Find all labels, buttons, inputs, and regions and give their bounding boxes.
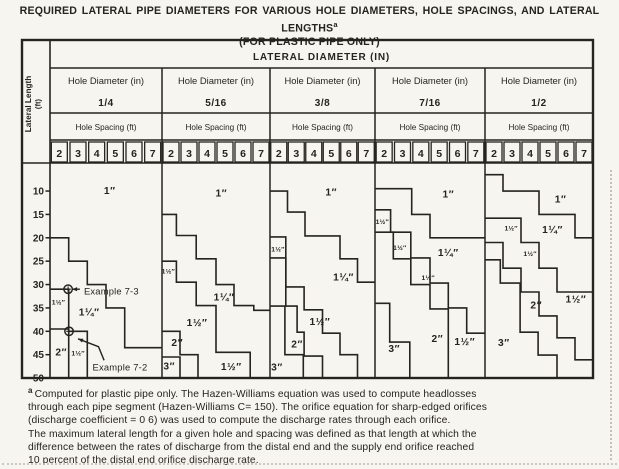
hole-diameter-label: Hole Diameter (in) xyxy=(500,75,578,86)
tick-label: 40 xyxy=(32,326,44,338)
pipe-size-label: 3″ xyxy=(271,362,283,374)
pipe-size-label: 1″ xyxy=(325,187,338,199)
hole-diameter-value: 1/2 xyxy=(531,98,547,109)
spacing-value: 4 xyxy=(527,148,533,160)
hole-spacing-label: Hole Spacing (ft) xyxy=(399,123,461,132)
hole-diameter-value: 1/4 xyxy=(98,98,114,109)
pipe-size-label: 1″ xyxy=(442,189,455,201)
example-label: Example 7-2 xyxy=(92,361,148,373)
scan-edge-artifact xyxy=(2,463,617,465)
hole-diameter-label: Hole Diameter (in) xyxy=(67,75,145,86)
table-outer-border xyxy=(22,40,593,378)
title-line-2: (FOR PLASTIC PIPE ONLY) xyxy=(239,35,380,48)
pipe-size-label: 1½″ xyxy=(161,268,175,276)
pipe-size-label: 1¼″ xyxy=(437,247,459,259)
boundary-line-1-2 xyxy=(485,175,593,238)
hole-diameter-label: Hole Diameter (in) xyxy=(177,75,255,86)
title-text: REQUIRED LATERAL PIPE DIAMETERS FOR VARIOUS HOLE DIAMETERS, HOLE SPACINGS, AND LATERAL LENGTHS xyxy=(19,5,600,35)
spacing-value: 4 xyxy=(93,148,100,160)
pipe-size-label: 2″ xyxy=(291,339,303,351)
axis-title-group xyxy=(24,76,43,132)
pipe-size-label: 2″ xyxy=(55,347,68,359)
pipe-size-label: 1½″ xyxy=(186,317,208,329)
hole-diameter-value: 5/16 xyxy=(205,98,227,109)
spacing-value: 6 xyxy=(454,148,461,160)
footnote-line: through each pipe segment (Hazen-Williams C= 150). The orifice equation for sharp-edged orifices xyxy=(28,402,487,414)
pipe-size-label: 3″ xyxy=(498,337,510,349)
pipe-size-label: 1½″ xyxy=(309,316,331,328)
pipe-size-label: 1¼″ xyxy=(542,224,563,236)
spacing-value: 6 xyxy=(563,148,569,160)
spacing-value: 2 xyxy=(381,148,388,160)
boundary-line-7-16 xyxy=(375,189,485,238)
pipe-size-label: 1½″ xyxy=(271,246,285,254)
spacing-value: 4 xyxy=(417,148,424,160)
pipe-size-label: 1½″ xyxy=(504,225,518,233)
table-header-label: LATERAL DIAMETER (IN) xyxy=(253,52,390,63)
spacing-value: 2 xyxy=(168,148,174,160)
example-label: Example 7-3 xyxy=(83,285,139,297)
tick-label: 30 xyxy=(32,280,44,292)
pipe-size-label: 2″ xyxy=(171,337,184,349)
spacing-value: 2 xyxy=(491,148,497,160)
tick-label: 50 xyxy=(32,373,44,385)
footnote-marker: a xyxy=(28,386,33,395)
boundary-line-1-2 xyxy=(485,218,593,292)
spacing-value: 6 xyxy=(131,148,137,160)
spacing-value: 7 xyxy=(363,148,370,160)
pipe-size-label: 1½″ xyxy=(565,294,587,306)
hole-diameter-label: Hole Diameter (in) xyxy=(391,75,469,86)
spacing-value: 6 xyxy=(345,148,352,160)
spacing-value: 3 xyxy=(75,148,81,160)
boundary-line-7-16 xyxy=(375,303,410,378)
pipe-size-label: 1¼″ xyxy=(78,307,100,319)
footnote-line: 10 percent of the distal end orifice discharge rate. xyxy=(28,455,259,467)
spacing-value: 4 xyxy=(310,148,317,160)
pipe-size-label: 1½″ xyxy=(375,218,389,226)
arrowhead-icon xyxy=(78,339,83,343)
hole-spacing-label: Hole Spacing (ft) xyxy=(508,123,570,132)
spacing-value: 3 xyxy=(293,148,300,160)
spacing-value: 5 xyxy=(222,148,228,160)
spacing-value: 4 xyxy=(204,148,210,160)
footnote-line: difference between the rates of discharge from the distal end and the supply end orifice reached xyxy=(28,441,475,453)
spacing-value: 3 xyxy=(399,148,406,160)
footnote xyxy=(28,384,603,467)
footnote-text: Computed for plastic pipe only. The Hazen-Williams equation was used to compute headlosses xyxy=(34,389,477,400)
spacing-value: 7 xyxy=(581,148,587,160)
title-footnote-marker: a xyxy=(333,20,338,29)
spacing-value: 2 xyxy=(275,148,282,160)
pipe-size-label: 1″ xyxy=(554,194,567,206)
spacing-value: 7 xyxy=(149,148,156,160)
footnote-line: The maximum lateral length for a given hole and spacing was defined as that length at which the xyxy=(28,428,477,440)
hole-diameter-value: 7/16 xyxy=(419,98,441,109)
hole-spacing-label: Hole Spacing (ft) xyxy=(75,123,137,132)
hole-diameter-value: 3/8 xyxy=(314,98,331,109)
footnote-line xyxy=(28,384,603,401)
pipe-size-label: 1½″ xyxy=(523,250,537,258)
tick-label: 15 xyxy=(32,209,44,221)
pipe-size-label: 1″ xyxy=(215,188,228,200)
pipe-size-label: 1½″ xyxy=(454,337,476,349)
spacing-value: 6 xyxy=(240,148,246,160)
axis-unit: (ft) xyxy=(33,98,43,110)
spacing-value: 3 xyxy=(509,148,515,160)
footnote-line: (discharge coefficient = 0 6) was used to compute the discharge rates through each orifice. xyxy=(28,415,451,427)
pipe-size-label: 2″ xyxy=(431,334,444,346)
pipe-size-label: 3″ xyxy=(163,361,176,373)
tick-label: 35 xyxy=(32,303,44,315)
spacing-value: 3 xyxy=(186,148,192,160)
spacing-value: 7 xyxy=(258,148,264,160)
pipe-size-label: 1¼″ xyxy=(333,272,354,284)
pipe-size-label: 1½″ xyxy=(393,245,407,253)
spacing-value: 2 xyxy=(56,148,63,160)
spacing-value: 7 xyxy=(472,148,479,160)
pipe-size-label: 1¼″ xyxy=(213,292,235,304)
pipe-size-label: 1½″ xyxy=(421,275,435,283)
hole-spacing-label: Hole Spacing (ft) xyxy=(292,123,353,132)
pipe-size-label: 1½″ xyxy=(51,299,66,307)
hole-spacing-label: Hole Spacing (ft) xyxy=(185,123,247,132)
spacing-value: 5 xyxy=(112,148,119,160)
spacing-value: 5 xyxy=(545,148,551,160)
tick-label: 10 xyxy=(32,186,44,198)
tick-label: 20 xyxy=(32,233,44,245)
pipe-size-label: 1½″ xyxy=(220,361,242,373)
spacing-value: 5 xyxy=(328,148,335,160)
pipe-size-label: 1½″ xyxy=(71,350,85,358)
scan-edge-artifact xyxy=(610,170,612,460)
spacing-value: 5 xyxy=(436,148,443,160)
pipe-size-label: 3″ xyxy=(388,344,401,356)
hole-diameter-label: Hole Diameter (in) xyxy=(284,75,361,86)
pipe-size-label: 2″ xyxy=(530,300,543,312)
tick-label: 25 xyxy=(32,256,44,268)
axis-title: Lateral Length xyxy=(24,75,33,133)
pipe-size-label: 1″ xyxy=(103,186,116,198)
tick-label: 45 xyxy=(32,350,44,362)
